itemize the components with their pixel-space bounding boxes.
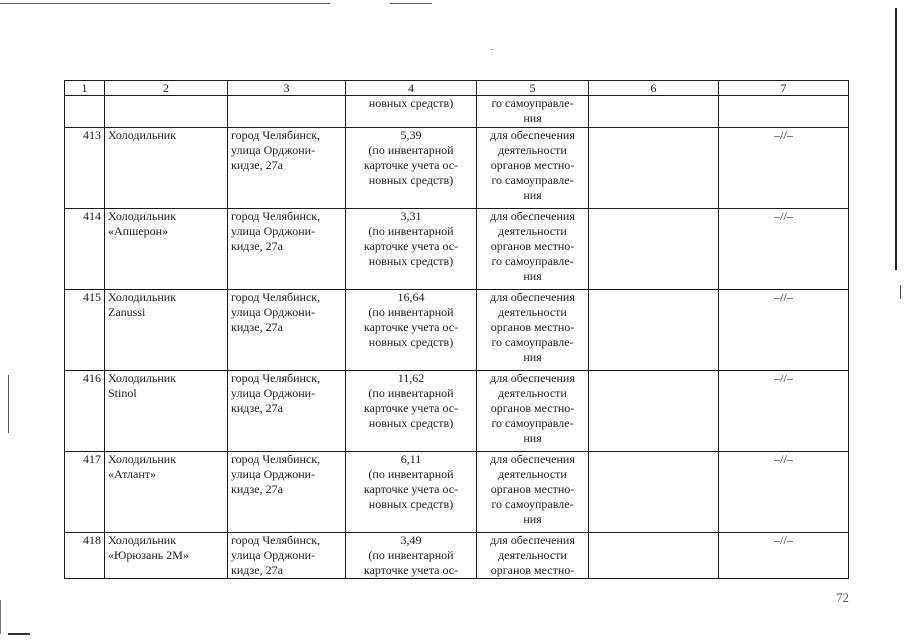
cell-line: органов местно-: [490, 563, 575, 577]
cell-name: [105, 452, 228, 533]
scan-artifact-line: [390, 3, 432, 4]
cell-line: улица Орджони-: [231, 143, 316, 157]
column-header: 5: [477, 81, 589, 96]
cell-purpose: [477, 209, 589, 290]
cell-line: улица Орджони-: [231, 305, 316, 319]
property-register-table: [64, 80, 849, 579]
cell-address: [228, 371, 346, 452]
table-row: [65, 290, 849, 371]
cell-address: [228, 128, 346, 209]
cell-line: 5,39: [400, 128, 422, 142]
cell-purpose: [477, 290, 589, 371]
cell-line: карточке учета ос-: [363, 482, 459, 496]
cell-line: улица Орджони-: [231, 386, 316, 400]
cell-line: деятельности: [498, 386, 567, 400]
cell-line: ния: [523, 269, 542, 283]
cell-value: [346, 128, 477, 209]
cell-line: Холодильник: [108, 128, 177, 142]
cell-line: деятельности: [498, 548, 567, 562]
cell-line: «Апшерон»: [108, 224, 169, 238]
cell-line: для обеспечения: [490, 290, 575, 304]
table-row: [65, 128, 849, 209]
cell-line: кидзе, 27а: [231, 563, 283, 577]
cell-number: 418: [65, 533, 105, 579]
cell-line: кидзе, 27а: [231, 158, 283, 172]
cell-line: го самоуправле-: [491, 416, 574, 430]
cell-line: кидзе, 27а: [231, 239, 283, 253]
cell-line: (по инвентарной: [368, 305, 454, 319]
cell-line: го самоуправле-: [491, 335, 574, 349]
cell-col7: [719, 96, 849, 128]
cell-line: 16,64: [397, 290, 425, 304]
cell-address: [228, 209, 346, 290]
cell-line: для обеспечения: [490, 533, 575, 547]
cell-line: го самоуправле-: [491, 96, 574, 110]
cell-purpose: [477, 533, 589, 579]
cell-name: [105, 96, 228, 128]
cell-line: Холодильник: [108, 290, 177, 304]
column-number-header-row: [65, 81, 849, 96]
cell-line: для обеспечения: [490, 371, 575, 385]
cell-line: город Челябинск,: [231, 128, 321, 142]
cell-number: 414: [65, 209, 105, 290]
cell-line: новных средств): [368, 96, 454, 110]
cell-col7: –//–: [719, 533, 849, 579]
cell-line: карточке учета ос-: [363, 158, 459, 172]
cell-number: 416: [65, 371, 105, 452]
scan-artifact-line: [900, 285, 901, 299]
cell-line: 3,49: [400, 533, 422, 547]
cell-line: карточке учета ос-: [363, 563, 459, 577]
column-header: 7: [719, 81, 849, 96]
cell-line: новных средств): [368, 254, 454, 268]
column-header: 6: [589, 81, 719, 96]
cell-line: ния: [523, 188, 542, 202]
cell-address: [228, 533, 346, 579]
cell-line: ния: [523, 512, 542, 526]
scan-artifact-dot: [490, 49, 493, 50]
cell-line: 11,62: [397, 371, 425, 385]
scan-artifact-line: [895, 8, 897, 270]
cell-number: 417: [65, 452, 105, 533]
cell-line: для обеспечения: [490, 452, 575, 466]
cell-line: улица Орджони-: [231, 467, 316, 481]
cell-value: [346, 96, 477, 128]
cell-line: Холодильник: [108, 533, 177, 547]
cell-line: органов местно-: [490, 239, 575, 253]
cell-line: «Атлант»: [108, 467, 156, 481]
cell-line: для обеспечения: [490, 209, 575, 223]
table-row: [65, 533, 849, 579]
cell-line: деятельности: [498, 467, 567, 481]
cell-number: 413: [65, 128, 105, 209]
cell-col6: [589, 290, 719, 371]
cell-line: (по инвентарной: [368, 386, 454, 400]
cell-line: Холодильник: [108, 452, 177, 466]
cell-col7: –//–: [719, 371, 849, 452]
cell-line: (по инвентарной: [368, 143, 454, 157]
cell-line: го самоуправле-: [491, 173, 574, 187]
cell-line: «Юрюзань 2М»: [108, 548, 189, 562]
cell-line: ния: [523, 111, 542, 125]
cell-col7: –//–: [719, 128, 849, 209]
cell-line: органов местно-: [490, 482, 575, 496]
cell-line: деятельности: [498, 143, 567, 157]
cell-name: [105, 533, 228, 579]
table-row: [65, 209, 849, 290]
cell-line: органов местно-: [490, 401, 575, 415]
table-row: [65, 371, 849, 452]
cell-line: Холодильник: [108, 209, 177, 223]
cell-line: го самоуправле-: [491, 254, 574, 268]
cell-line: карточке учета ос-: [363, 320, 459, 334]
cell-address: [228, 96, 346, 128]
cell-line: кидзе, 27а: [231, 401, 283, 415]
cell-line: деятельности: [498, 224, 567, 238]
cell-line: Stinol: [108, 386, 137, 400]
cell-col6: [589, 533, 719, 579]
cell-line: го самоуправле-: [491, 497, 574, 511]
cell-address: [228, 290, 346, 371]
cell-line: (по инвентарной: [368, 467, 454, 481]
cell-col7: –//–: [719, 290, 849, 371]
scan-artifact-line: [8, 375, 9, 433]
cell-line: город Челябинск,: [231, 452, 321, 466]
cell-col6: [589, 371, 719, 452]
cell-purpose: [477, 371, 589, 452]
cell-line: город Челябинск,: [231, 371, 321, 385]
cell-value: [346, 452, 477, 533]
cell-line: (по инвентарной: [368, 548, 454, 562]
cell-value: [346, 371, 477, 452]
cell-name: [105, 290, 228, 371]
cell-line: 6,11: [400, 452, 422, 466]
cell-line: органов местно-: [490, 320, 575, 334]
cell-value: [346, 533, 477, 579]
cell-line: новных средств): [368, 335, 454, 349]
cell-line: новных средств): [368, 497, 454, 511]
cell-col6: [589, 96, 719, 128]
cell-number: 415: [65, 290, 105, 371]
cell-col7: –//–: [719, 209, 849, 290]
continuation-row: [65, 96, 849, 128]
cell-address: [228, 452, 346, 533]
cell-col7: –//–: [719, 452, 849, 533]
cell-line: деятельности: [498, 305, 567, 319]
cell-line: для обеспечения: [490, 128, 575, 142]
cell-line: улица Орджони-: [231, 548, 316, 562]
page-number: 72: [836, 590, 849, 605]
cell-line: органов местно-: [490, 158, 575, 172]
cell-name: [105, 371, 228, 452]
cell-col6: [589, 128, 719, 209]
cell-name: [105, 128, 228, 209]
cell-line: ния: [523, 431, 542, 445]
cell-line: город Челябинск,: [231, 290, 321, 304]
scan-artifact-line: [8, 633, 30, 635]
cell-line: город Челябинск,: [231, 209, 321, 223]
cell-line: (по инвентарной: [368, 224, 454, 238]
cell-line: кидзе, 27а: [231, 482, 283, 496]
cell-value: [346, 290, 477, 371]
cell-line: новных средств): [368, 173, 454, 187]
cell-line: 3,31: [400, 209, 422, 223]
column-header: 4: [346, 81, 477, 96]
cell-line: кидзе, 27а: [231, 320, 283, 334]
cell-purpose: [477, 96, 589, 128]
cell-line: карточке учета ос-: [363, 401, 459, 415]
column-header: 2: [105, 81, 228, 96]
cell-purpose: [477, 128, 589, 209]
cell-col6: [589, 452, 719, 533]
column-header: 3: [228, 81, 346, 96]
scan-artifact-line: [0, 600, 1, 634]
cell-line: город Челябинск,: [231, 533, 321, 547]
cell-purpose: [477, 452, 589, 533]
cell-line: Холодильник: [108, 371, 177, 385]
cell-line: новных средств): [368, 416, 454, 430]
table-row: [65, 452, 849, 533]
cell-line: Zanussi: [108, 305, 146, 319]
cell-line: карточке учета ос-: [363, 239, 459, 253]
cell-name: [105, 209, 228, 290]
cell-number: [65, 96, 105, 128]
column-header: 1: [65, 81, 105, 96]
cell-col6: [589, 209, 719, 290]
cell-line: ния: [523, 350, 542, 364]
cell-line: улица Орджони-: [231, 224, 316, 238]
cell-value: [346, 209, 477, 290]
scan-artifact-line: [0, 3, 330, 4]
